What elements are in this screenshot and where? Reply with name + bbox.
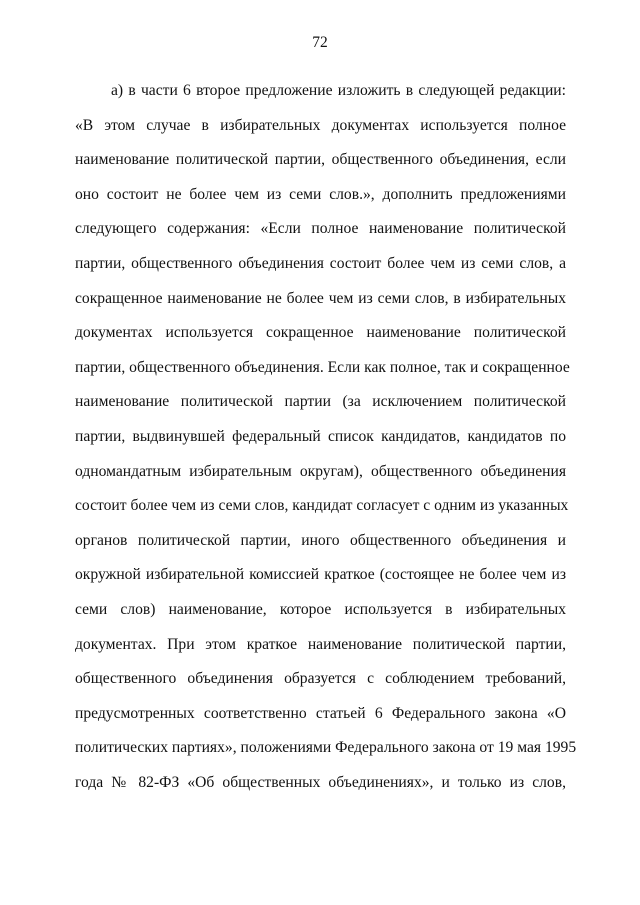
document-body <box>75 74 577 800</box>
text-line: наименование политической партии (за исключением политической <box>75 393 566 411</box>
text-line: сокращенное наименование не более чем из семи слов, в избирательных <box>75 289 566 307</box>
text-line: документах. При этом краткое наименование политической партии, <box>75 635 566 653</box>
text-line: окружной избирательной комиссией краткое (состоящее не более чем из <box>75 566 566 584</box>
text-line: партии, выдвинувшей федеральный список кандидатов, кандидатов по <box>75 427 566 445</box>
text-line: наименование политической партии, общественного объединения, если <box>75 151 566 169</box>
text-line: общественного объединения образуется с соблюдением требований, <box>75 670 566 688</box>
page-number: 72 <box>312 34 328 51</box>
text-line: а) в части 6 второе предложение изложить в следующей редакции: <box>111 82 566 99</box>
text-line: одномандатным избирательным округам), общественного объединения <box>75 462 566 480</box>
text-line: семи слов) наименование, которое используется в избирательных <box>75 600 566 618</box>
text-line: оно состоит не более чем из семи слов.», дополнить предложениями <box>75 185 566 203</box>
text-line: «В этом случае в избирательных документах используется полное <box>75 116 566 134</box>
text-line: органов политической партии, иного общественного объединения и <box>75 531 566 549</box>
text-line: следующего содержания: «Если полное наименование политической <box>75 220 566 238</box>
text-line: политических партиях», положениями Федерального закона от 19 мая 1995 <box>75 739 577 757</box>
text-line: документах используется сокращенное наименование политической <box>75 324 566 342</box>
text-line: партии, общественного объединения. Если как полное, так и сокращенное <box>75 358 570 376</box>
text-line: состоит более чем из семи слов, кандидат согласует с одним из указанных <box>75 497 569 515</box>
text-line: предусмотренных соответственно статьей 6 Федерального закона «О <box>75 704 566 722</box>
text-line: года № 82-ФЗ «Об общественных объединениях», и только из слов, <box>75 773 566 791</box>
text-line: партии, общественного объединения состоит более чем из семи слов, а <box>75 254 566 272</box>
